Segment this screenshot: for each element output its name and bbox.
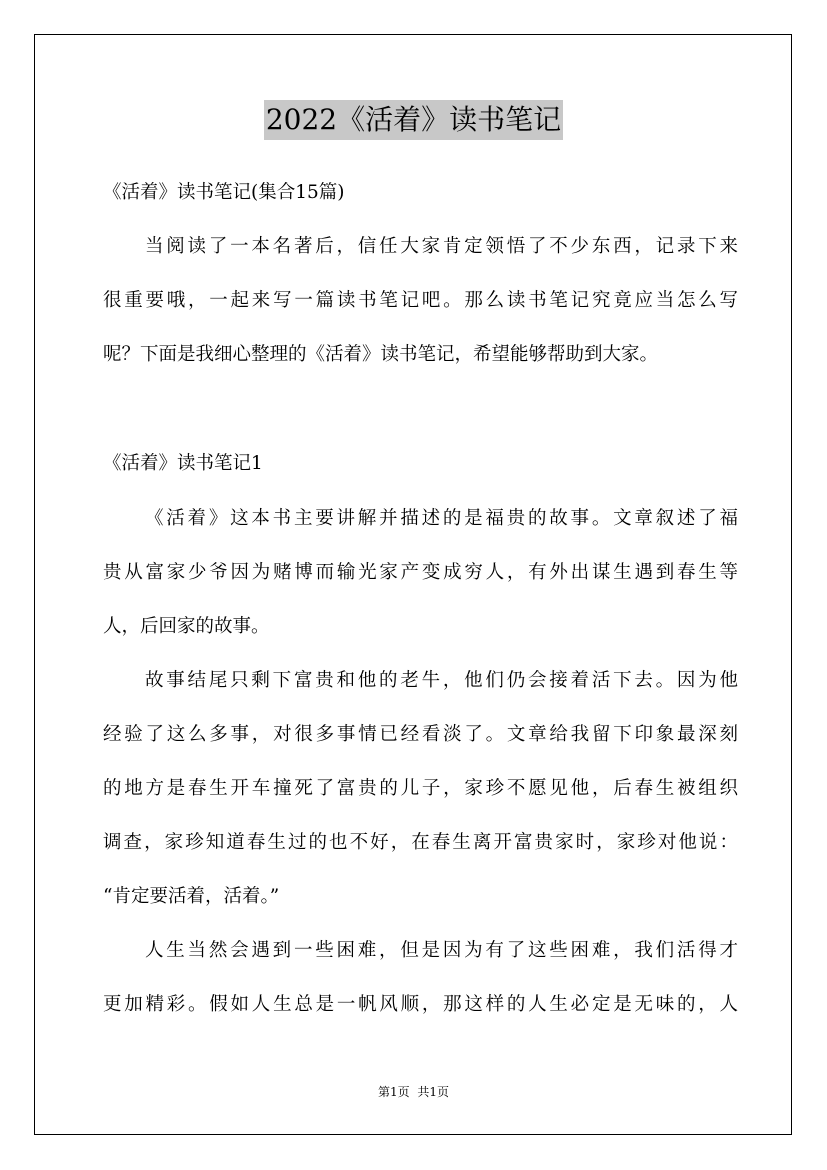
paragraph-line: 《活着》这本书主要讲解并描述的是福贵的故事。文章叙述了福: [145, 508, 738, 529]
paragraph-line: 很重要哦，一起来写一篇读书笔记吧。那么读书笔记究竟应当怎么写: [103, 290, 738, 311]
paragraph-line: 经验了这么多事，对很多事情已经看淡了。文章给我留下印象最深刻: [103, 724, 738, 745]
paragraph-line: “肯定要活着，活着。”: [103, 886, 280, 907]
title-container: [0, 100, 827, 140]
paragraph-line: 人，后回家的故事。: [103, 616, 270, 637]
page-number: 第1页: [378, 1085, 410, 1099]
paragraph-line: 人生当然会遇到一些困难，但是因为有了这些困难，我们活得才: [145, 940, 738, 961]
paragraph-line: 贵从富家少爷因为赌博而输光家产变成穷人，有外出谋生遇到春生等: [103, 562, 738, 583]
section-heading: 《活着》读书笔记1: [103, 453, 263, 474]
subtitle-line: 《活着》读书笔记(集合15篇): [103, 182, 345, 203]
page-total: 共1页: [417, 1085, 449, 1099]
paragraph-line: 当阅读了一本名著后，信任大家肯定领悟了不少东西，记录下来: [145, 236, 738, 257]
page-footer: [0, 1083, 827, 1100]
paragraph-line: 故事结尾只剩下富贵和他的老牛，他们仍会接着活下去。因为他: [145, 670, 738, 691]
paragraph-line: 呢？下面是我细心整理的《活着》读书笔记，希望能够帮助到大家。: [103, 344, 659, 365]
paragraph-line: 调查，家珍知道春生过的也不好，在春生离开富贵家时，家珍对他说：: [103, 832, 738, 853]
paragraph-line: 更加精彩。假如人生总是一帆风顺，那这样的人生必定是无味的，人: [103, 994, 738, 1015]
paragraph-line: 的地方是春生开车撞死了富贵的儿子，家珍不愿见他，后春生被组织: [103, 778, 738, 799]
document-title: 2022《活着》读书笔记: [264, 100, 563, 140]
